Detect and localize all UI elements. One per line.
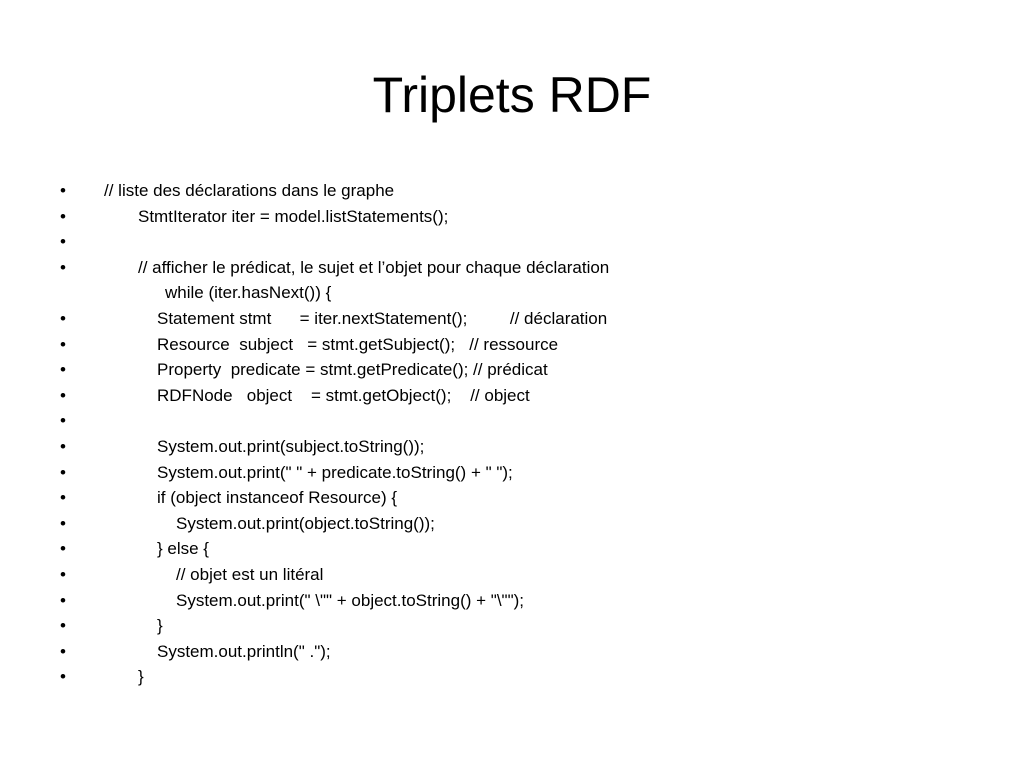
code-text: System.out.print(subject.toString()); [157, 436, 425, 456]
bullet-line [0, 434, 1024, 460]
bullet-line [0, 357, 1024, 383]
code-text: // afficher le prédicat, le sujet et l’objet pour chaque déclaration [138, 257, 610, 277]
bullet-marker: • [60, 539, 66, 559]
bullet-line [0, 280, 1024, 306]
bullet-line [0, 178, 1024, 204]
code-text: Resource subject = stmt.getSubject(); // ressource [157, 334, 559, 354]
bullet-line [0, 255, 1024, 281]
code-text: System.out.print(" \"" + object.toString() + "\""); [176, 590, 524, 610]
slide-content [0, 178, 1024, 690]
bullet-marker: • [60, 181, 66, 200]
bullet-marker: • [60, 513, 66, 533]
code-text: StmtIterator iter = model.listStatements(); [138, 206, 449, 226]
bullet-line [0, 562, 1024, 588]
slide-title: Triplets RDF [372, 67, 652, 123]
bullet-line [0, 485, 1024, 511]
bullet-marker: • [60, 206, 66, 226]
code-text: System.out.print(" " + predicate.toString() + " "); [157, 462, 513, 482]
bullet-marker: • [60, 385, 66, 405]
bullet-line [0, 511, 1024, 537]
bullet-marker: • [60, 360, 66, 380]
bullet-marker: • [60, 564, 66, 584]
code-text: RDFNode object = stmt.getObject(); // object [157, 385, 530, 405]
bullet-marker: • [60, 616, 66, 636]
bullet-marker: • [60, 641, 66, 661]
bullet-line [0, 639, 1024, 665]
bullet-marker: • [60, 667, 66, 687]
code-text: } [138, 667, 144, 687]
bullet-line [0, 229, 1024, 255]
code-text: while (iter.hasNext()) { [165, 283, 332, 303]
bullet-line [0, 204, 1024, 230]
code-text: Property predicate = stmt.getPredicate(); // prédicat [157, 360, 548, 380]
bullet-marker: • [60, 334, 66, 354]
code-text: // liste des déclarations dans le graphe [104, 181, 395, 200]
bullet-line [0, 408, 1024, 434]
bullet-line [0, 460, 1024, 486]
bullet-line [0, 664, 1024, 690]
code-text: if (object instanceof Resource) { [157, 488, 398, 508]
code-text: // objet est un litéral [176, 564, 324, 584]
bullet-marker: • [60, 411, 66, 431]
bullet-marker: • [60, 462, 66, 482]
code-text: System.out.print(object.toString()); [176, 513, 435, 533]
bullet-marker: • [60, 232, 66, 252]
bullet-marker: • [60, 308, 66, 328]
bullet-line [0, 306, 1024, 332]
code-text: Statement stmt = iter.nextStatement(); // déclaration [157, 308, 608, 328]
bullet-line [0, 332, 1024, 358]
code-text: System.out.println(" ."); [157, 641, 331, 661]
code-text: } [157, 616, 163, 636]
bullet-marker: • [60, 590, 66, 610]
bullet-marker: • [60, 488, 66, 508]
bullet-line [0, 588, 1024, 614]
bullet-line [0, 383, 1024, 409]
code-text: } else { [157, 539, 209, 559]
bullet-line [0, 613, 1024, 639]
bullet-marker: • [60, 436, 66, 456]
bullet-marker: • [60, 257, 66, 277]
bullet-line [0, 536, 1024, 562]
